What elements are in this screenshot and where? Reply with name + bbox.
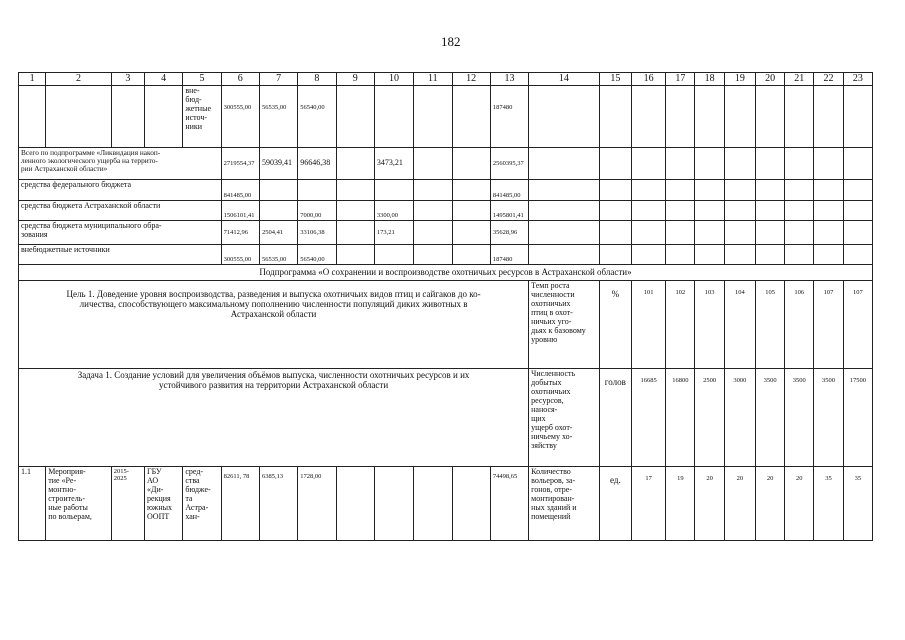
value-cell: 16800 bbox=[666, 369, 695, 467]
source-label: внебюджетные источники bbox=[19, 245, 222, 265]
subprogram-row bbox=[19, 265, 873, 281]
col-header: 16 bbox=[631, 73, 665, 86]
value-cell: 103 bbox=[695, 281, 724, 369]
activity-name: Мероприя- тие «Ре- монтно- строитель- ные работы по вольерам, bbox=[46, 467, 112, 541]
amount-cell: 173,21 bbox=[374, 221, 413, 245]
value-cell: 105 bbox=[755, 281, 784, 369]
activity-row bbox=[19, 467, 873, 541]
col-header: 22 bbox=[814, 73, 843, 86]
indicator-cell: Количество вольеров, за- гонов, отре- монтирован- ных зданий и помещений bbox=[529, 467, 600, 541]
col-header: 23 bbox=[843, 73, 872, 86]
value-cell: 3000 bbox=[724, 369, 755, 467]
amount-cell: 300555,00 bbox=[221, 245, 259, 265]
amount-cell: 7000,00 bbox=[298, 201, 336, 221]
col-header: 14 bbox=[529, 73, 600, 86]
amount-cell: 841485,00 bbox=[221, 180, 259, 201]
source-label: средства бюджета Астраханской области bbox=[19, 201, 222, 221]
amount-cell: 56535,00 bbox=[259, 86, 297, 148]
amount-cell: 1495801,41 bbox=[490, 201, 528, 221]
col-header: 7 bbox=[259, 73, 297, 86]
col-header: 19 bbox=[724, 73, 755, 86]
amount-cell: 56540,00 bbox=[298, 86, 336, 148]
subprogram-title: Подпрограмма «О сохранении и воспроизводстве охотничьих ресурсов в Астраханской области» bbox=[19, 265, 873, 281]
value-cell: 20 bbox=[785, 467, 814, 541]
value-cell: 2500 bbox=[695, 369, 724, 467]
col-header: 2 bbox=[46, 73, 112, 86]
amount-cell: 187480 bbox=[490, 245, 528, 265]
amount-cell: 59039,41 bbox=[259, 148, 297, 180]
amount-cell: 2719554,37 bbox=[221, 148, 259, 180]
value-cell: 102 bbox=[666, 281, 695, 369]
value-cell: 3500 bbox=[755, 369, 784, 467]
value-cell: 17 bbox=[631, 467, 665, 541]
unit-cell: голов bbox=[599, 369, 631, 467]
col-header: 12 bbox=[452, 73, 490, 86]
amount-cell: 56540,00 bbox=[298, 245, 336, 265]
value-cell: 17500 bbox=[843, 369, 872, 467]
amount-cell: 3300,00 bbox=[374, 201, 413, 221]
value-cell: 35 bbox=[814, 467, 843, 541]
value-cell: 35 bbox=[843, 467, 872, 541]
goal-text: Цель 1. Доведение уровня воспроизводства, разведения и выпуска охотничьих видов птиц и сайгаков до ко- личества, способствующего максимальному пополнению численности популяций диких животных в Астраханской области bbox=[19, 281, 529, 369]
col-header: 18 bbox=[695, 73, 724, 86]
goal-row bbox=[19, 281, 873, 369]
amount-cell: 56535,00 bbox=[259, 245, 297, 265]
col-header: 10 bbox=[374, 73, 413, 86]
value-cell: 106 bbox=[785, 281, 814, 369]
col-header: 11 bbox=[414, 73, 452, 86]
source-label: средства бюджета муниципального обра- зования bbox=[19, 221, 222, 245]
value-cell: 16685 bbox=[631, 369, 665, 467]
executor-cell: ГБУ АО «Ди- рекция южных ООПТ bbox=[145, 467, 183, 541]
col-header: 3 bbox=[111, 73, 144, 86]
program-table bbox=[18, 72, 873, 541]
value-cell: 3500 bbox=[814, 369, 843, 467]
table-row bbox=[19, 201, 873, 221]
amount-cell: 74498,65 bbox=[490, 467, 528, 541]
table-row bbox=[19, 180, 873, 201]
col-header: 5 bbox=[183, 73, 221, 86]
amount-cell: 33106,38 bbox=[298, 221, 336, 245]
amount-cell: 841485,00 bbox=[490, 180, 528, 201]
col-header: 17 bbox=[666, 73, 695, 86]
indicator-cell: Темп роста численности охотничьих птиц в охот- ничьих уго- дьях к базовому уровню bbox=[529, 281, 600, 369]
amount-cell: 1506101,41 bbox=[221, 201, 259, 221]
value-cell: 20 bbox=[755, 467, 784, 541]
col-header: 13 bbox=[490, 73, 528, 86]
col-header: 9 bbox=[336, 73, 374, 86]
table-row bbox=[19, 148, 873, 180]
value-cell: 104 bbox=[724, 281, 755, 369]
funding-source-cell: сред- ства бюдже- та Астра- хан- bbox=[183, 467, 221, 541]
amount-cell: 96646,38 bbox=[298, 148, 336, 180]
value-cell: 19 bbox=[666, 467, 695, 541]
unit-cell: ед. bbox=[599, 467, 631, 541]
table-row bbox=[19, 221, 873, 245]
page-number: 182 bbox=[441, 34, 461, 49]
indicator-cell: Численность добытых охотничьих ресурсов, нанося- щих ущерб охот- ничьему хо- зяйству bbox=[529, 369, 600, 467]
amount-cell: 187480 bbox=[490, 86, 528, 148]
col-header: 15 bbox=[599, 73, 631, 86]
column-number-row bbox=[19, 73, 873, 86]
col-header: 6 bbox=[221, 73, 259, 86]
source-label: средства федерального бюджета bbox=[19, 180, 222, 201]
table-row bbox=[19, 245, 873, 265]
col-header: 1 bbox=[19, 73, 46, 86]
row-number: 1.1 bbox=[19, 467, 46, 541]
value-cell: 3500 bbox=[785, 369, 814, 467]
amount-cell: 71412,96 bbox=[221, 221, 259, 245]
funding-source-cell: вне- бюд- жетные источ- ники bbox=[183, 86, 221, 148]
col-header: 20 bbox=[755, 73, 784, 86]
col-header: 8 bbox=[298, 73, 336, 86]
amount-cell: 1728,00 bbox=[298, 467, 336, 541]
total-label: Всего по подпрограмме «Ликвидация накоп- ленного экологического ущерба на террито- рии Астраханской области» bbox=[19, 148, 222, 180]
task-row bbox=[19, 369, 873, 467]
amount-cell: 2560395,37 bbox=[490, 148, 528, 180]
table-row bbox=[19, 86, 873, 148]
value-cell: 20 bbox=[724, 467, 755, 541]
amount-cell: 35628,96 bbox=[490, 221, 528, 245]
task-text: Задача 1. Создание условий для увеличения объёмов выпуска, численности охотничьих ресурсов и их устойчивого развития на территории Астраханской области bbox=[19, 369, 529, 467]
value-cell: 20 bbox=[695, 467, 724, 541]
value-cell: 107 bbox=[843, 281, 872, 369]
amount-cell: 3473,21 bbox=[374, 148, 413, 180]
unit-cell: % bbox=[599, 281, 631, 369]
col-header: 4 bbox=[145, 73, 183, 86]
amount-cell: 82611, 78 bbox=[221, 467, 259, 541]
value-cell: 101 bbox=[631, 281, 665, 369]
amount-cell: 300555,00 bbox=[221, 86, 259, 148]
col-header: 21 bbox=[785, 73, 814, 86]
amount-cell: 2504,41 bbox=[259, 221, 297, 245]
period-cell: 2015- 2025 bbox=[111, 467, 144, 541]
value-cell: 107 bbox=[814, 281, 843, 369]
amount-cell: 6385,13 bbox=[259, 467, 297, 541]
